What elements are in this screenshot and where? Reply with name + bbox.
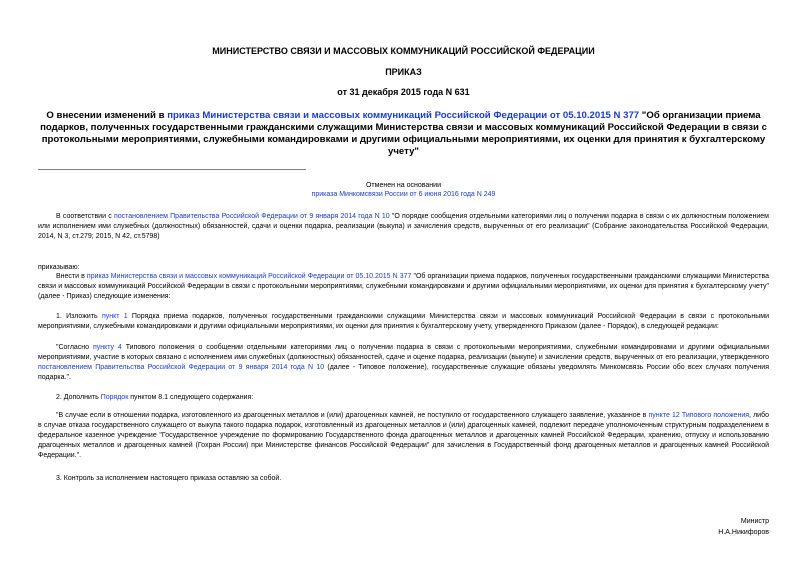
- paragraph-item-2: [38, 393, 769, 403]
- text: Внести в: [56, 273, 87, 280]
- procedure-link[interactable]: Порядок: [100, 394, 129, 401]
- text: "О порядке сообщения отдельными категориями лиц о получении подарка в связи с их должностным положением или исполнением ими служебных (должностных) обязанностей, сдачи и оценки подарка, реализации (выкупа) и зачисления средств, вырученных от его реализации" (Собрание законодательства Российской Федерации, 2014, N 3, ст.279; 2015, N 42, ст.5798): [38, 213, 769, 240]
- title-text-post: "Об организации приема подарков, полученных государственными гражданскими служащими Министерства связи и массовых коммуникаций Российской Федерации в связи с протокольными мероприятиями, служебными командировками и другими официальными мероприятиями, их оценки для принятия к бухгалтерскому учету": [40, 110, 767, 157]
- text: (далее - Типовое положение), государственные служащие обязаны уведомлять Минкомсвязь России обо всех случаях получения подарка.".: [38, 364, 769, 381]
- signatory-name: Н.А.Никифоров: [718, 529, 769, 536]
- text: Типового положения о сообщении отдельными категориями лиц о получении подарка в связи с протокольными мероприятиями, служебными командировками и другими официальными мероприятиями, участие в которых связано с исполнением ими служебных (должностных) обязанностей, сдаче и оценке подарка, реализации (выкупе) и зачислении средств, вырученных от его реализации, утвержденного: [38, 344, 769, 361]
- separator-line: [38, 169, 306, 170]
- ministry-name: МИНИСТЕРСТВО СВЯЗИ И МАССОВЫХ КОММУНИКАЦИЙ РОССИЙСКОЙ ФЕДЕРАЦИИ: [212, 46, 595, 56]
- text: В соответствии с: [56, 213, 114, 220]
- signatory-position: Министр: [740, 518, 769, 525]
- paragraph-order-word: приказываю:: [38, 264, 80, 271]
- point-1-link[interactable]: пункт 1: [101, 313, 128, 320]
- text: Порядка приема подарков, полученных государственными гражданскими служащими Министерства связи и массовых коммуникаций Российской Федерации в связи с протокольными мероприятиями, служебными командировками и другими официальными мероприятиями, их оценки для принятия к бухгалтерскому учету, утвержденного Приказом (далее - Порядок), в следующей редакции:: [38, 313, 769, 330]
- paragraph-new-wording: [38, 343, 769, 383]
- government-decree-link-2[interactable]: постановлением Правительства Российской Федерации от 9 января 2014 года N 10: [38, 364, 325, 371]
- amended-order-link[interactable]: приказ Министерства связи и массовых коммуникаций Российской Федерации от 05.10.2015 N 377: [86, 273, 412, 280]
- document-type: ПРИКАЗ: [385, 67, 422, 77]
- text: "Согласно: [56, 344, 93, 351]
- point-4-link[interactable]: пункту 4: [92, 344, 122, 351]
- title-order-link[interactable]: приказ Министерства связи и массовых коммуникаций Российской Федерации от 05.10.2015 N 377: [167, 110, 640, 121]
- paragraph-point-8-1: [38, 411, 769, 461]
- text: , либо в случае отказа государственного служащего от выкупа такого подарка подарок, изготовленный из драгоценных металлов и (или) драгоценных камней, подлежит передаче уполномоченным структурным подразделением в федеральное казенное учреждение "Государственное учреждение по формированию Государственного фонда драгоценных металлов и драгоценных камней Российской Федерации, хранению, отпуску и использованию драгоценных металлов и драгоценных камней (Гохран России) при Министерстве финансов Российской Федерации" для зачисления в Государственный фонд драгоценных металлов и драгоценных камней Российской Федерации.".: [38, 412, 769, 459]
- text: пунктом 8.1 следующего содержания:: [128, 394, 254, 401]
- paragraph-item-1: [38, 312, 769, 332]
- text: 2. Дополнить: [56, 394, 101, 401]
- paragraph-preamble: [38, 212, 769, 242]
- cancellation-note: Отменен на основании: [365, 182, 441, 189]
- text: 1. Изложить: [56, 313, 102, 320]
- document-date-number: от 31 декабря 2015 года N 631: [337, 87, 470, 97]
- text: "Об организации приема подарков, полученных государственными гражданскими служащими Министерства связи и массовых коммуникаций Российской Федерации в связи с протокольными мероприятиями, служебными командировками и другими официальными мероприятиями, их оценки для принятия к бухгалтерскому учету" (далее - Приказ) следующие изменения:: [38, 273, 770, 300]
- title-text-pre: О внесении изменений в: [46, 110, 168, 121]
- cancellation-order-link[interactable]: приказа Минкомсвязи России от 6 июня 2016 года N 249: [311, 191, 496, 198]
- text: "В случае если в отношении подарка, изготовленного из драгоценных металлов и (или) драгоценных камней, не поступило от государственного служащего заявление, указанное в: [56, 412, 649, 419]
- paragraph-amend-order: [38, 272, 769, 302]
- government-decree-link[interactable]: постановлением Правительства Российской Федерации от 9 января 2014 года N 10: [113, 213, 390, 220]
- paragraph-item-3: 3. Контроль за исполнением настоящего приказа оставляю за собой.: [56, 475, 282, 482]
- document-title: [40, 110, 767, 158]
- point-12-link[interactable]: пункте 12 Типового положения: [648, 412, 750, 419]
